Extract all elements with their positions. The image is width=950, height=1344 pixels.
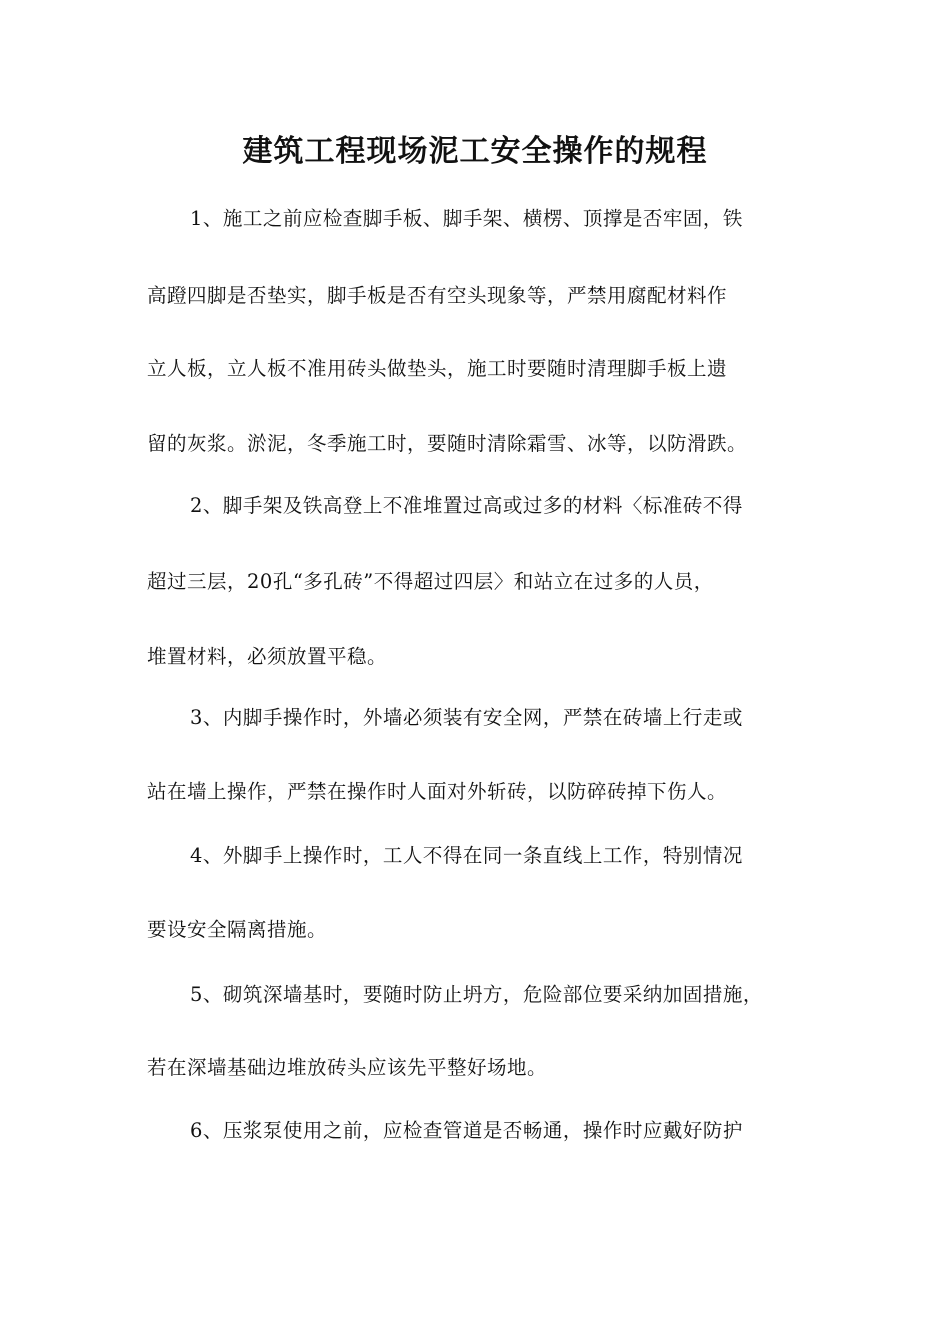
paragraph-1-line-4: 留的灰浆。淤泥，冬季施工时，要随时清除霜雪、冰等，以防滑跌。 <box>147 432 748 455</box>
paragraph-6-line-1: 6、压浆泵使用之前，应检查管道是否畅通，操作时应戴好防护 <box>190 1119 743 1142</box>
paragraph-1-line-1: 1、施工之前应检查脚手板、脚手架、横楞、顶撑是否牢固，铁 <box>190 207 743 230</box>
paragraph-2-line-3: 堆置材料，必须放置平稳。 <box>147 645 388 668</box>
paragraph-3-line-1: 3、内脚手操作时，外墙必须装有安全网，严禁在砖墙上行走或 <box>190 706 743 729</box>
document-title: 建筑工程现场泥工安全操作的规程 <box>242 134 708 169</box>
paragraph-5-line-1: 5、砌筑深墙基时，要随时防止坍方，危险部位要采纳加固措施， <box>190 983 763 1006</box>
paragraph-4-line-2: 要设安全隔离措施。 <box>147 918 328 941</box>
paragraph-5-line-2: 若在深墙基础边堆放砖头应该先平整好场地。 <box>147 1056 548 1079</box>
paragraph-2-line-1: 2、脚手架及铁高登上不准堆置过高或过多的材料〈标准砖不得 <box>190 494 743 517</box>
paragraph-4-line-1: 4、外脚手上操作时，工人不得在同一条直线上工作，特别情况 <box>190 844 743 867</box>
paragraph-1-line-3: 立人板，立人板不准用砖头做垫头，施工时要随时清理脚手板上遗 <box>147 357 728 380</box>
paragraph-3-line-2: 站在墙上操作，严禁在操作时人面对外斩砖，以防碎砖掉下伤人。 <box>147 780 728 803</box>
paragraph-2-line-2: 超过三层，20孔“多孔砖”不得超过四层〉和站立在过多的人员， <box>147 570 714 593</box>
paragraph-1-line-2: 高蹬四脚是否垫实，脚手板是否有空头现象等，严禁用腐配材料作 <box>147 284 728 307</box>
